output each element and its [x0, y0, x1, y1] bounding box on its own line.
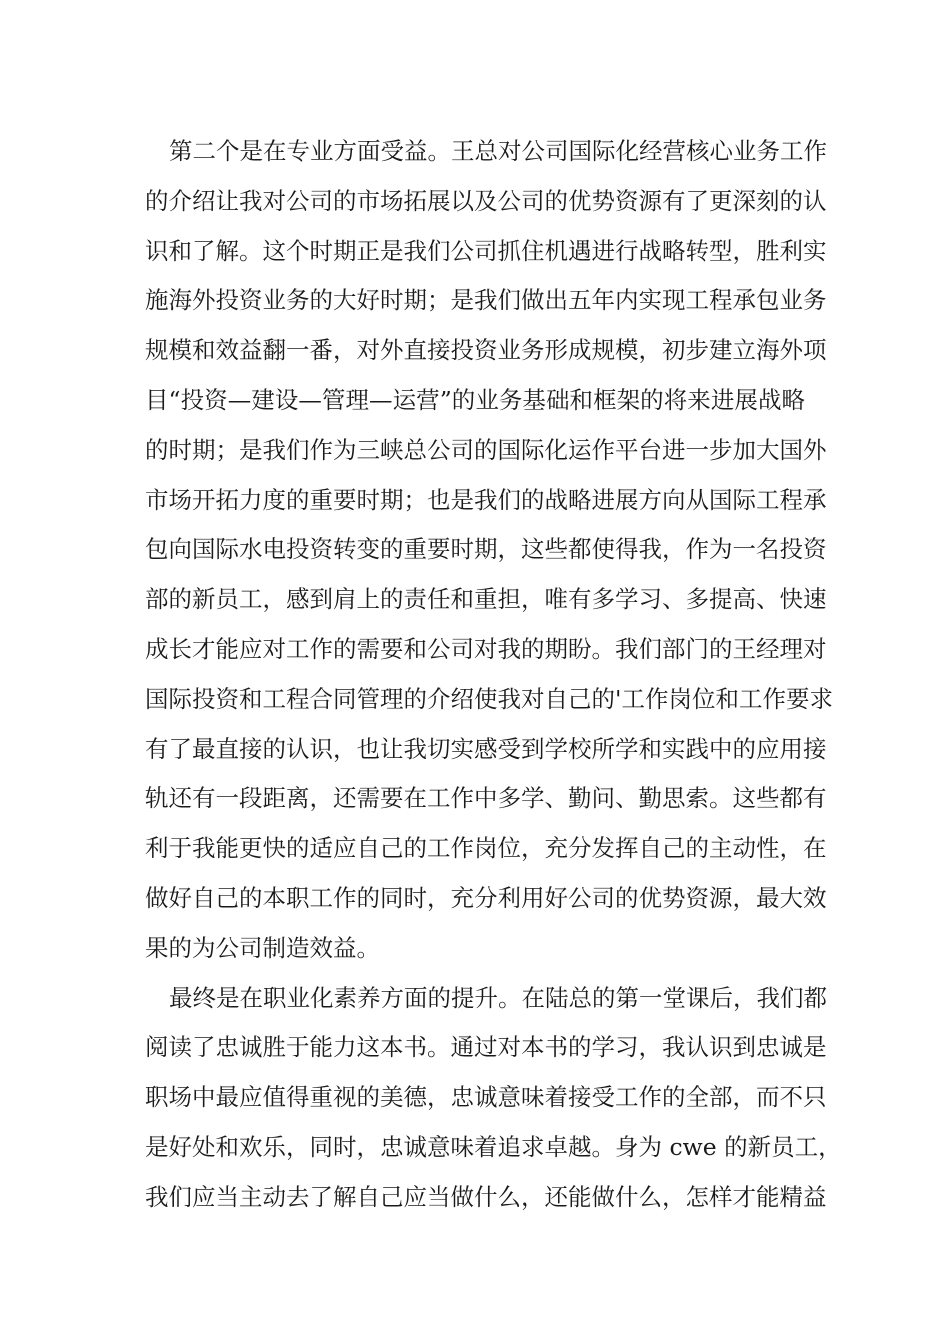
text-line: 最终是在职业化素养方面的提升。在陆总的第一堂课后，我们都 [169, 983, 827, 1012]
text-line: 规模和效益翻一番，对外直接投资业务形成规模，初步建立海外项 [145, 336, 827, 365]
text-line: 施海外投资业务的大好时期；是我们做出五年内实现工程承包业务 [145, 286, 827, 315]
body-text [145, 127, 842, 1223]
text-line: 目“投资—建设—管理—运营”的业务基础和框架的将来进展战略 [145, 385, 805, 414]
text-line: 识和了解。这个时期正是我们公司抓住机遇进行战略转型，胜利实 [145, 236, 827, 265]
paragraph-professionalism [145, 974, 842, 1223]
text-line: 的介绍让我对公司的市场拓展以及公司的优势资源有了更深刻的认 [145, 186, 827, 215]
text-line: 市场开拓力度的重要时期；也是我们的战略进展方向从国际工程承 [145, 485, 827, 514]
text-line: 轨还有一段距离，还需要在工作中多学、勤问、勤思索。这些都有 [145, 784, 827, 813]
text-line: 利于我能更快的适应自己的工作岗位，充分发挥自己的主动性，在 [145, 834, 827, 863]
text-line: 包向国际水电投资转变的重要时期，这些都使得我，作为一名投资 [145, 535, 827, 564]
text-line: 部的新员工，感到肩上的责任和重担，唯有多学习、多提高、快速 [145, 585, 827, 614]
text-line: 国际投资和工程合同管理的介绍使我对自己的'工作岗位和工作要求 [145, 684, 833, 713]
text-line: 成长才能应对工作的需要和公司对我的期盼。我们部门的王经理对 [145, 634, 827, 663]
text-line: 职场中最应值得重视的美德，忠诚意味着接受工作的全部，而不只 [145, 1083, 827, 1112]
text-line: 的时期；是我们作为三峡总公司的国际化运作平台进一步加大国外 [145, 435, 827, 464]
text-line: 第二个是在专业方面受益。王总对公司国际化经营核心业务工作 [169, 137, 827, 165]
text-line: 是好处和欢乐，同时，忠诚意味着追求卓越。身为 cwe 的新员工， [145, 1132, 842, 1161]
text-line: 做好自己的本职工作的同时，充分利用好公司的优势资源，最大效 [145, 883, 827, 912]
text-line: 我们应当主动去了解自己应当做什么，还能做什么，怎样才能精益 [145, 1182, 827, 1211]
text-line: 果的为公司制造效益。 [145, 933, 380, 962]
text-line: 有了最直接的认识，也让我切实感受到学校所学和实践中的应用接 [145, 734, 827, 763]
text-line: 阅读了忠诚胜于能力这本书。通过对本书的学习，我认识到忠诚是 [145, 1033, 827, 1062]
paragraph-professional-benefit [145, 127, 833, 974]
